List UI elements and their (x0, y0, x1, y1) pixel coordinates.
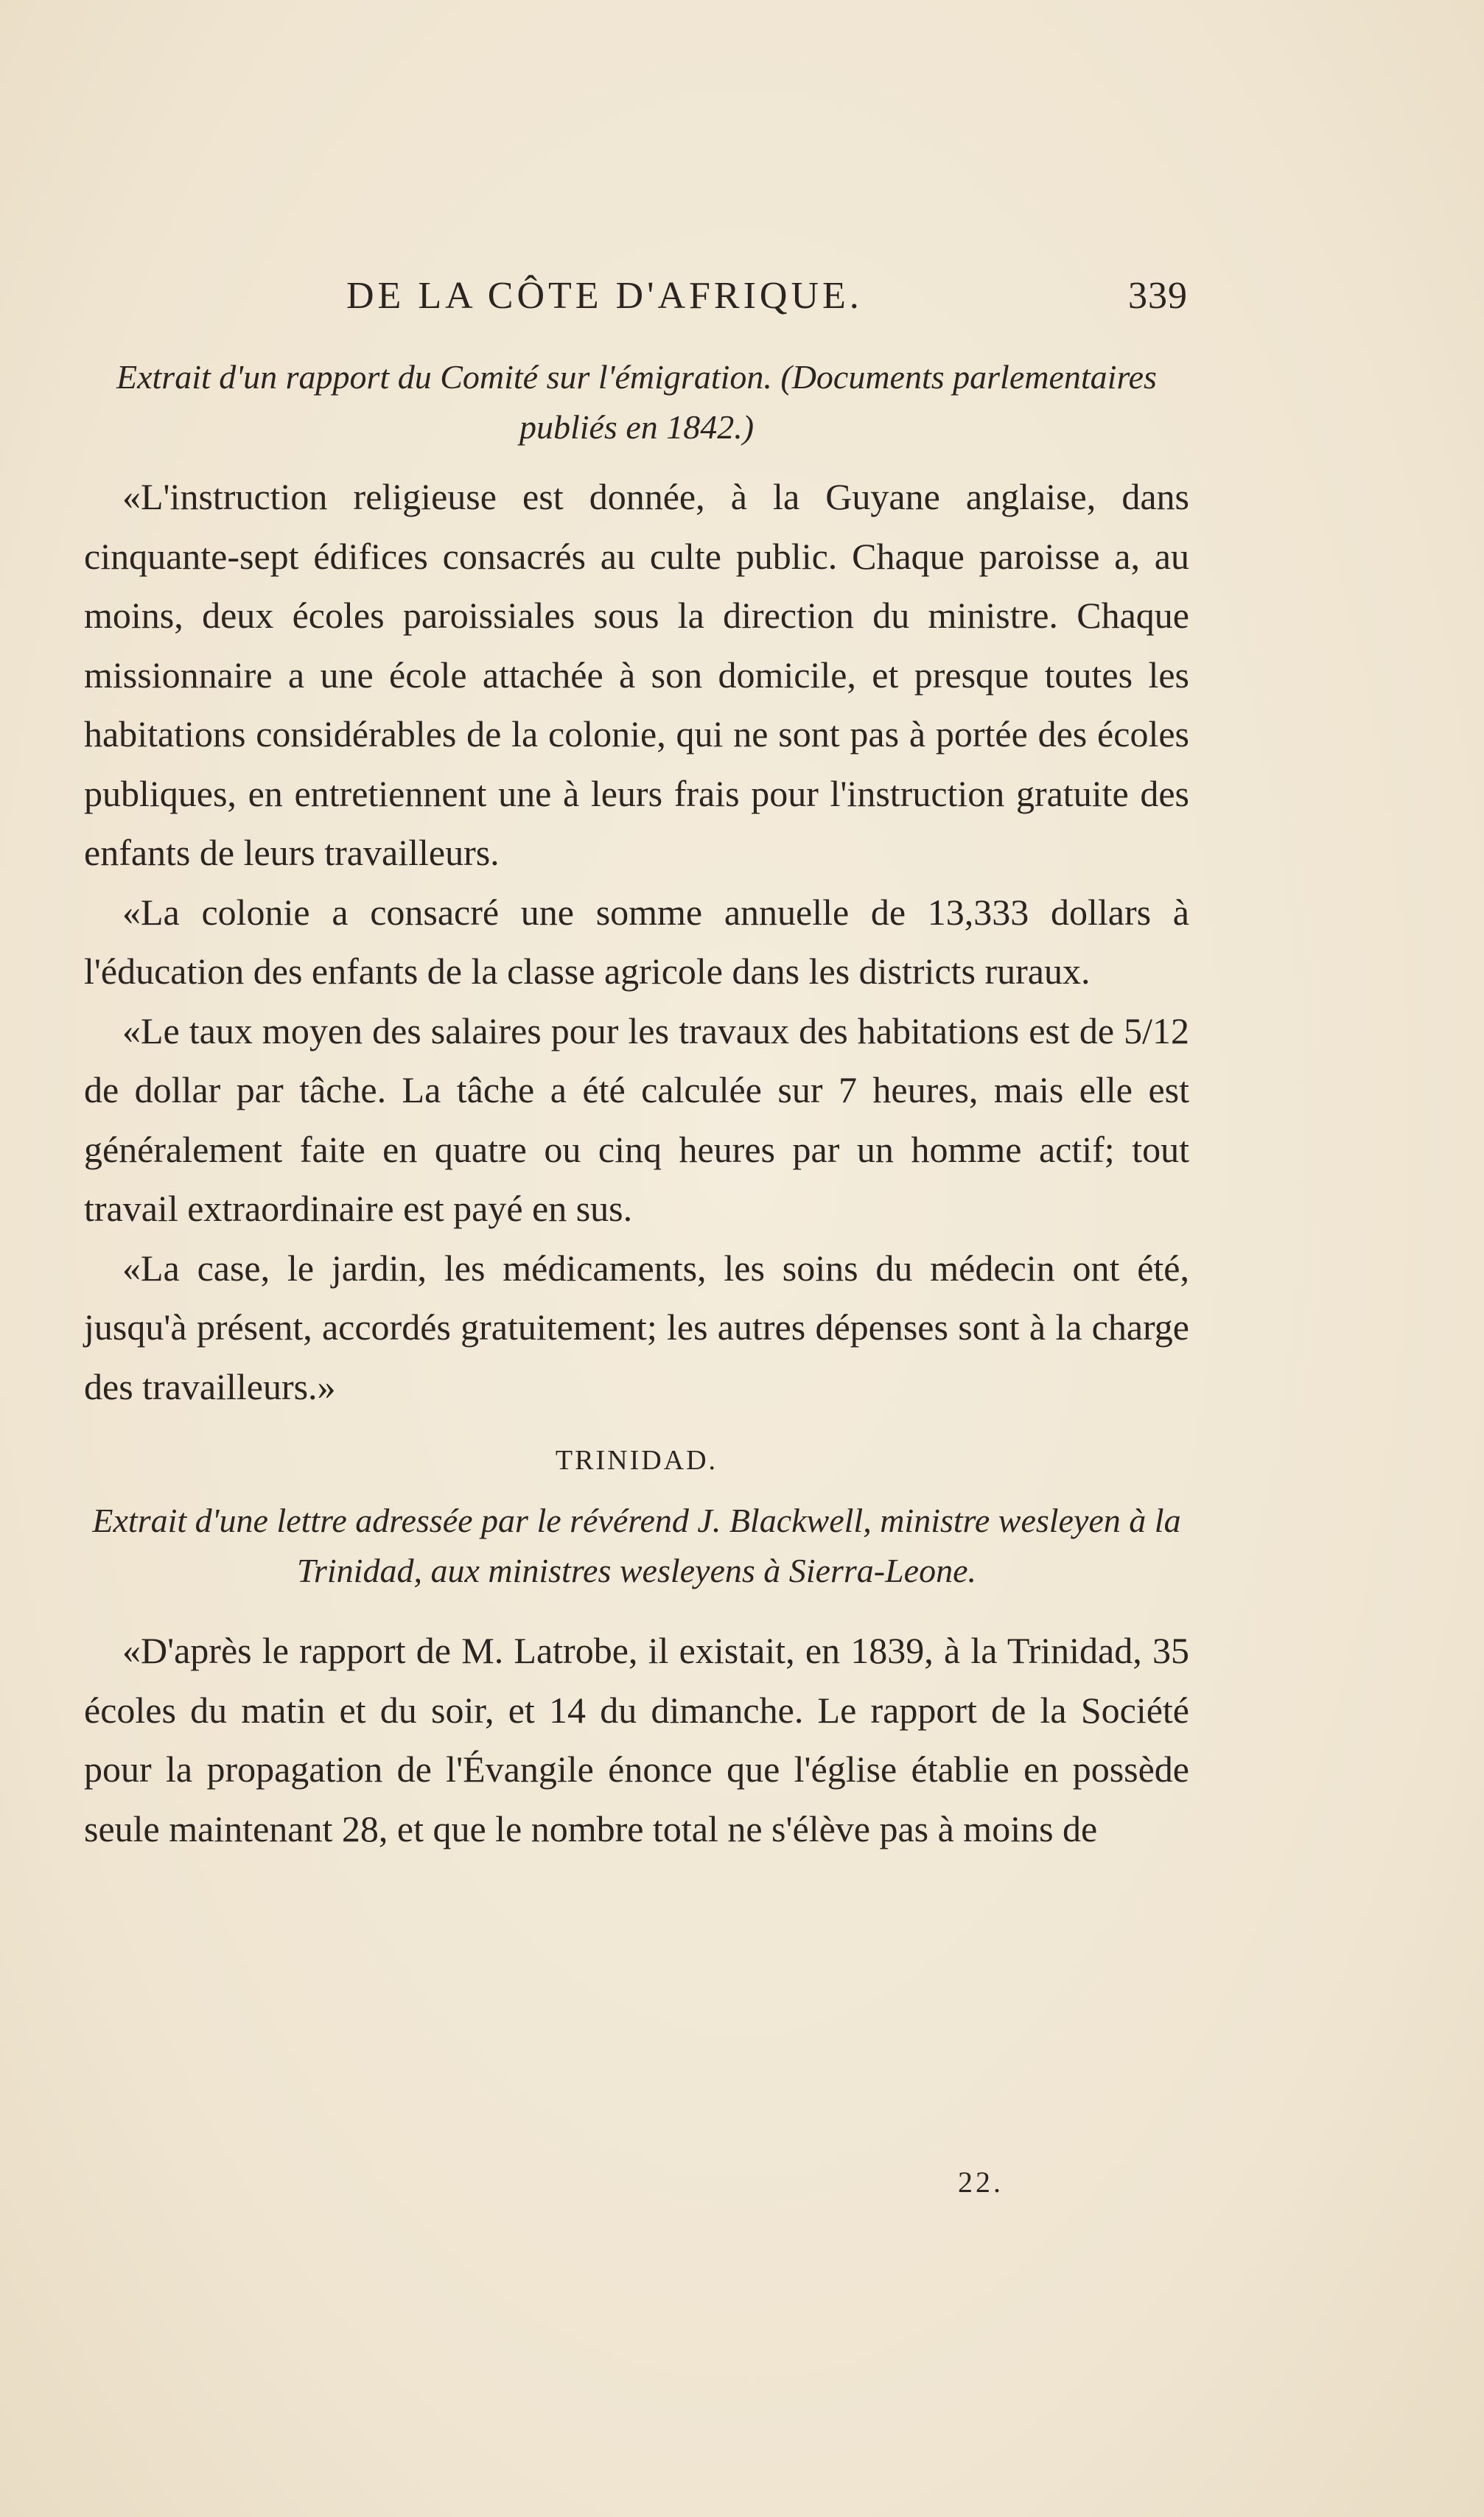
source-citation: Extrait d'un rapport du Comité sur l'émigration. (Documents parlementaires publiés en 1842.) (116, 358, 1157, 446)
paragraph: «L'instruction religieuse est donnée, à la Guyane anglaise, dans cinquante-sept édifices consacrés au culte public. Chaque paroisse a, au moins, deux écoles paroissiales sous la direction du ministre. Chaque missionnaire a une école attachée à son domicile, et presque toutes les habitations considérables de la colonie, qui ne sont pas à portée des écoles publiques, en entretiennent une à leurs frais pour l'instruction gratuite des enfants de leurs travailleurs. (84, 476, 1189, 873)
paragraph: «Le taux moyen des salaires pour les travaux des habitations est de 5/12 de dollar par tâche. La tâche a été calculée sur 7 heures, mais elle est généralement faite en quatre ou cinq heures par un homme actif; tout travail extraordinaire est payé en sus. (84, 1009, 1189, 1229)
paragraph: «D'après le rapport de M. Latrobe, il existait, en 1839, à la Trinidad, 35 écoles du matin et du soir, et 14 du dimanche. Le rapport de la Société pour la propagation de l'Évangile énonce que l'église établie en possède seule maintenant 28, et que le nombre total ne s'élève pas à moins de (84, 1630, 1189, 1849)
section-heading: TRINIDAD. (555, 1445, 718, 1476)
paragraph: «La colonie a consacré une somme annuelle de 13,333 dollars à l'éducation des enfants de la classe agricole dans les districts ruraux. (84, 891, 1189, 992)
paragraph: «La case, le jardin, les médicaments, les soins du médecin ont été, jusqu'à présent, accordés gratuitement; les autres dépenses sont à la charge des travailleurs.» (84, 1247, 1189, 1407)
page-number: 339 (1128, 275, 1188, 317)
running-header (346, 274, 1192, 326)
source-citation: Extrait d'une lettre adressée par le révérend J. Blackwell, ministre wesleyen à la Trinidad, aux ministres wesleyens à Sierra-Leone. (92, 1502, 1181, 1589)
running-title: DE LA CÔTE D'AFRIQUE. (346, 275, 863, 317)
signature-mark: 22. (958, 2166, 1004, 2199)
page-body (84, 352, 1189, 1858)
